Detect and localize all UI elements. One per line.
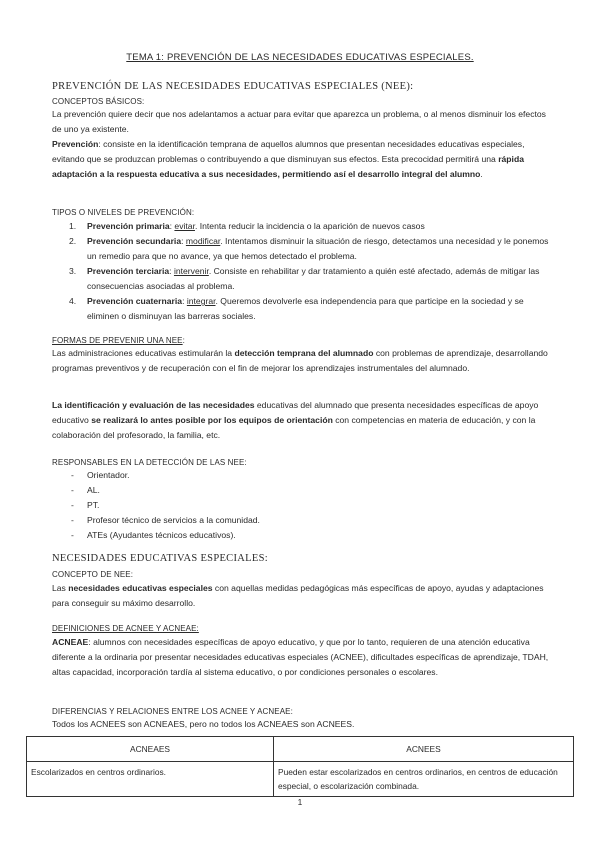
definition-text: : consiste en la identificación temprana de aquellos alumnos que presentan necesidades educativas especiales, evitando que se produzcan problemas o contribuyendo a que disminuyan sus efectos. Esta precocidad permitirá una bbox=[52, 139, 525, 164]
table-cell: Pueden estar escolarizados en centros ordinarios, en centros de educación especial, o escolarización combinada. bbox=[274, 762, 574, 797]
list-item bbox=[52, 234, 552, 264]
term-acneae: ACNEAE bbox=[52, 637, 89, 647]
list-item bbox=[52, 264, 552, 294]
level-verb: integrar bbox=[186, 296, 216, 306]
list-item bbox=[52, 528, 552, 543]
emphasis: necesidades educativas especiales bbox=[68, 583, 213, 593]
table-header-row bbox=[27, 737, 574, 762]
level-text: . Queremos devolverle esa independencia para que participe en la sociedad y se eliminen o disminuyan las barreras sociales. bbox=[87, 296, 524, 321]
item-text: Orientador. bbox=[87, 470, 130, 480]
paragraph-differences-intro: Todos los ACNEES son ACNEAES, pero no todos los ACNEAES son ACNEES. bbox=[52, 719, 355, 729]
comparison-table bbox=[26, 736, 574, 797]
table-header-acneaes: ACNEAES bbox=[27, 737, 274, 762]
text: con competencias en materia de educación, y con la colaboración del profesorado, la familia, etc. bbox=[52, 415, 536, 440]
dash-bullet: - bbox=[71, 515, 74, 525]
text: con aquellas medidas pedagógicas más específicas de apoyo, ayudas y adaptaciones para conseguir su máximo desarrollo. bbox=[52, 583, 544, 608]
levels-list bbox=[52, 219, 552, 324]
dash-bullet: - bbox=[71, 500, 74, 510]
list-item bbox=[52, 219, 552, 234]
separator: : bbox=[181, 236, 186, 246]
separator: : bbox=[169, 266, 174, 276]
table-header-acnees: ACNEES bbox=[274, 737, 574, 762]
table-cell: Escolarizados en centros ordinarios. bbox=[27, 762, 274, 797]
list-number: 2. bbox=[69, 236, 77, 246]
definitions-heading-text: DEFINICIONES DE ACNEE Y ACNEAE: bbox=[52, 624, 199, 633]
subheading-levels: TIPOS O NIVELES DE PREVENCIÓN: bbox=[52, 208, 195, 217]
subheading-basic-concepts: CONCEPTOS BÁSICOS: bbox=[52, 97, 145, 106]
level-verb: modificar bbox=[185, 236, 221, 246]
subheading-differences: DIFERENCIAS Y RELACIONES ENTRE LOS ACNEE Y ACNEAE: bbox=[52, 707, 293, 716]
paragraph-early-detection bbox=[52, 346, 552, 376]
dash-bullet: - bbox=[71, 530, 74, 540]
item-text: ATEs (Ayudantes técnicos educativos). bbox=[87, 530, 236, 540]
paragraph-prevention-definition bbox=[52, 137, 552, 182]
list-number: 1. bbox=[69, 221, 77, 231]
level-text: . Intentamos disminuir la situación de riesgo, detectamos una necesidad y le ponemos un remedio para que no avance, ya que hemos detectado el problema. bbox=[87, 236, 549, 261]
list-item bbox=[52, 294, 552, 324]
text: Las bbox=[52, 583, 69, 593]
item-text: Profesor técnico de servicios a la comunidad. bbox=[87, 515, 260, 525]
text: educativas del alumnado que presenta necesidades específicas de apoyo educativo bbox=[52, 400, 539, 425]
list-number: 3. bbox=[69, 266, 77, 276]
list-number: 4. bbox=[69, 296, 77, 306]
paragraph-identification bbox=[52, 398, 552, 443]
text: con problemas de aprendizaje, desarrollando programas preventivos y de recuperación con el fin de mejorar los aprendizajes instrumentales del alumnado. bbox=[52, 348, 548, 373]
table-row bbox=[27, 762, 574, 797]
emphasis: se realizará lo antes posible por los equipos de orientación bbox=[91, 415, 333, 425]
emphasis: La identificación y evaluación de las necesidades bbox=[52, 400, 255, 410]
level-text: . Intenta reducir la incidencia o la aparición de nuevos casos bbox=[194, 221, 425, 231]
emphasis: detección temprana del alumnado bbox=[234, 348, 374, 358]
paragraph-acneae bbox=[52, 635, 552, 680]
separator: : bbox=[182, 296, 187, 306]
definition-end: . bbox=[480, 169, 483, 179]
text: : alumnos con necesidades específicas de apoyo educativo, y que por lo tanto, requieren de una atención educativa diferente a la ordinaria por presentar necesidades educativas especiales (ACNEE), dificultades específicas de aprendizaje, TDAH, altas capacidad, incorporación tardía al sistema educativo, o por condiciones personales o escolares. bbox=[52, 637, 549, 677]
separator: : bbox=[169, 221, 175, 231]
term-prevention: Prevención bbox=[52, 139, 99, 149]
level-verb: evitar bbox=[174, 221, 195, 231]
level-label: Prevención cuaternaria bbox=[87, 296, 183, 306]
subheading-nee-concept: CONCEPTO DE NEE: bbox=[52, 570, 134, 579]
level-label: Prevención secundaria bbox=[87, 236, 182, 246]
section-heading-nee: NECESIDADES EDUCATIVAS ESPECIALES: bbox=[52, 553, 268, 564]
text: Las administraciones educativas estimularán la bbox=[52, 348, 235, 358]
list-item bbox=[52, 483, 552, 498]
level-verb: intervenir bbox=[173, 266, 209, 276]
document-title: TEMA 1: PREVENCIÓN DE LAS NECESIDADES EDUCATIVAS ESPECIALES. bbox=[126, 52, 474, 63]
level-label: Prevención terciaria bbox=[87, 266, 170, 276]
dash-bullet: - bbox=[71, 485, 74, 495]
forms-heading-colon: : bbox=[182, 336, 185, 345]
subheading-definitions bbox=[52, 621, 552, 636]
paragraph-nee-concept bbox=[52, 581, 552, 611]
page-number: 1 bbox=[297, 797, 303, 807]
responsibles-list bbox=[52, 468, 552, 543]
list-item bbox=[52, 513, 552, 528]
paragraph-prevention-intro: La prevención quiere decir que nos adelantamos a actuar para evitar que aparezca un problema, o al menos disminuir los efectos de uno ya existente. bbox=[52, 109, 546, 134]
item-text: PT. bbox=[87, 500, 100, 510]
subheading-responsibles: RESPONSABLES EN LA DETECCIÓN DE LAS NEE: bbox=[52, 458, 247, 467]
list-item bbox=[52, 498, 552, 513]
dash-bullet: - bbox=[71, 470, 74, 480]
level-text: . Consiste en rehabilitar y dar tratamiento a quién esté afectado, además de mitigar las consecuencias asociadas al problema. bbox=[87, 266, 540, 291]
level-label: Prevención primaria bbox=[87, 221, 170, 231]
section-heading-prevention: PREVENCIÓN DE LAS NECESIDADES EDUCATIVAS ESPECIALES (NEE): bbox=[52, 81, 414, 92]
forms-heading-text: FORMAS DE PREVENIR UNA NEE bbox=[52, 336, 183, 345]
list-item bbox=[52, 468, 552, 483]
definition-emphasis: rápida adaptación a la respuesta educativa a sus necesidades, permitiendo así el desarrollo integral del alumno bbox=[52, 154, 524, 179]
item-text: AL. bbox=[87, 485, 100, 495]
